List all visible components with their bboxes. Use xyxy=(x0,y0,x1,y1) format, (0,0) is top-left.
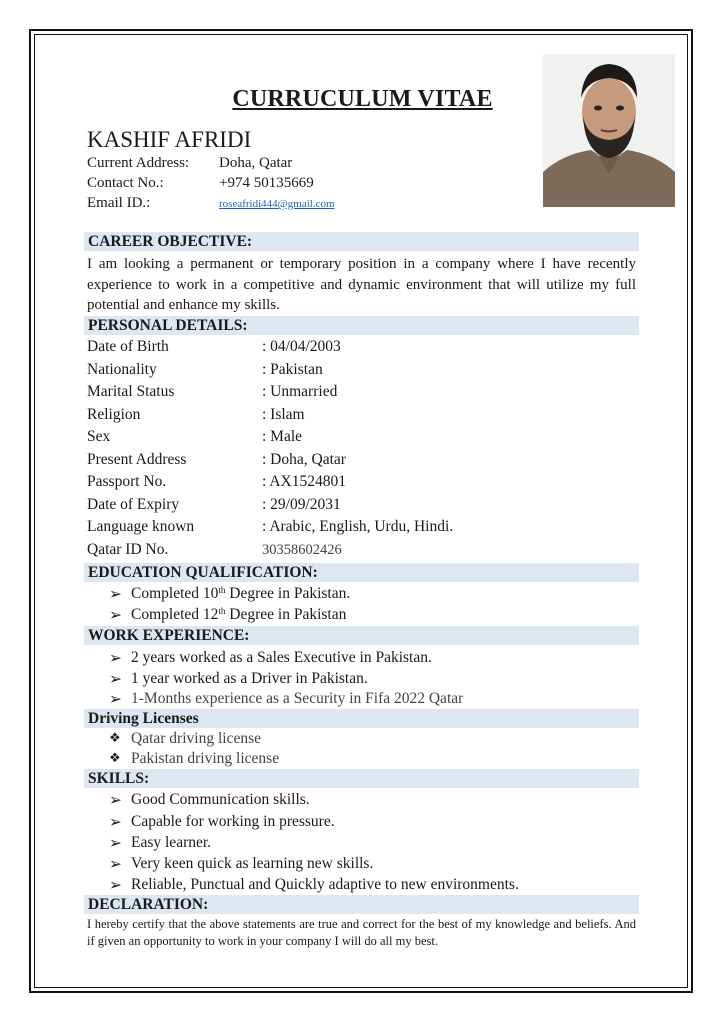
arrow-bullet-icon: ➢ xyxy=(109,607,122,624)
arrow-bullet-icon: ➢ xyxy=(109,671,122,688)
declaration-heading: DECLARATION: xyxy=(88,896,209,913)
skills-heading: SKILLS: xyxy=(88,770,150,787)
pd-label: Qatar ID No. xyxy=(87,541,169,558)
education-heading: EDUCATION QUALIFICATION: xyxy=(88,564,318,581)
skill-item: Reliable, Punctual and Quickly adaptive to new environments. xyxy=(131,876,519,893)
diamond-bullet-icon: ❖ xyxy=(109,730,121,745)
applicant-name: KASHIF AFRIDI xyxy=(87,127,252,152)
pd-value: : Unmarried xyxy=(262,383,338,400)
arrow-bullet-icon: ➢ xyxy=(109,856,122,873)
pd-label: Passport No. xyxy=(87,473,167,490)
driving-licenses-heading: Driving Licenses xyxy=(88,710,199,727)
work-item: 2 years worked as a Sales Executive in Pakistan. xyxy=(131,649,432,666)
pd-value: 30358602426 xyxy=(262,542,342,558)
work-item: 1-Months experience as a Security in Fifa 2022 Qatar xyxy=(131,690,464,707)
phone-label: Contact No.: xyxy=(87,175,164,191)
education-item: Completed 10th Degree in Pakistan. xyxy=(131,585,351,602)
pd-value: : Doha, Qatar xyxy=(262,451,346,468)
arrow-bullet-icon: ➢ xyxy=(109,650,122,667)
arrow-bullet-icon: ➢ xyxy=(109,814,122,831)
email-link[interactable]: roseafridi444@gmail.com xyxy=(219,198,335,210)
address-label: Current Address: xyxy=(87,155,190,171)
skill-item: Capable for working in pressure. xyxy=(131,813,335,830)
arrow-bullet-icon: ➢ xyxy=(109,792,122,809)
skill-item: Easy learner. xyxy=(131,834,212,851)
education-item: Completed 12th Degree in Pakistan xyxy=(131,606,347,623)
pd-value: : 29/09/2031 xyxy=(262,496,341,513)
skill-item: Good Communication skills. xyxy=(131,791,310,808)
license-item: Qatar driving license xyxy=(131,730,261,747)
phone-value: +974 50135669 xyxy=(219,175,314,191)
license-item: Pakistan driving license xyxy=(131,750,280,767)
pd-label: Sex xyxy=(87,428,111,445)
address-value: Doha, Qatar xyxy=(219,155,293,171)
arrow-bullet-icon: ➢ xyxy=(109,586,122,603)
work-experience-heading: WORK EXPERIENCE: xyxy=(88,627,250,644)
diamond-bullet-icon: ❖ xyxy=(109,750,121,765)
pd-label: Nationality xyxy=(87,361,157,378)
personal-details-heading: PERSONAL DETAILS: xyxy=(88,317,248,334)
declaration-text: I hereby certify that the above statements are true and correct for the best of my knowledge and beliefs. And if given an opportunity to work in your company I will do all my best. xyxy=(87,917,636,948)
skills-band xyxy=(84,769,639,788)
arrow-bullet-icon: ➢ xyxy=(109,877,122,894)
work-item: 1 year worked as a Driver in Pakistan. xyxy=(131,670,368,687)
arrow-bullet-icon: ➢ xyxy=(109,691,122,708)
pd-value: : AX1524801 xyxy=(262,473,346,490)
career-objective-text: I am looking a permanent or temporary position in a company where I have recently experience to work in a competitive and dynamic environment that will utilize my full potential and enhance my skills. xyxy=(87,256,636,313)
pd-label: Religion xyxy=(87,406,141,423)
email-label: Email ID.: xyxy=(87,195,151,211)
skill-item: Very keen quick as learning new skills. xyxy=(131,855,374,872)
pd-label: Present Address xyxy=(87,451,187,468)
pd-value: : Islam xyxy=(262,406,305,423)
pd-value: : Arabic, English, Urdu, Hindi. xyxy=(262,518,454,535)
profile-photo xyxy=(543,54,675,207)
document-title: CURRUCULUM VITAE xyxy=(232,86,493,112)
pd-label: Language known xyxy=(87,518,195,535)
pd-label: Date of Expiry xyxy=(87,496,180,513)
pd-value: : Pakistan xyxy=(262,361,323,378)
arrow-bullet-icon: ➢ xyxy=(109,835,122,852)
pd-label: Marital Status xyxy=(87,383,175,400)
pd-label: Date of Birth xyxy=(87,338,169,355)
career-objective-heading: CAREER OBJECTIVE: xyxy=(88,233,253,250)
pd-value: : 04/04/2003 xyxy=(262,338,341,355)
pd-value: : Male xyxy=(262,428,303,445)
